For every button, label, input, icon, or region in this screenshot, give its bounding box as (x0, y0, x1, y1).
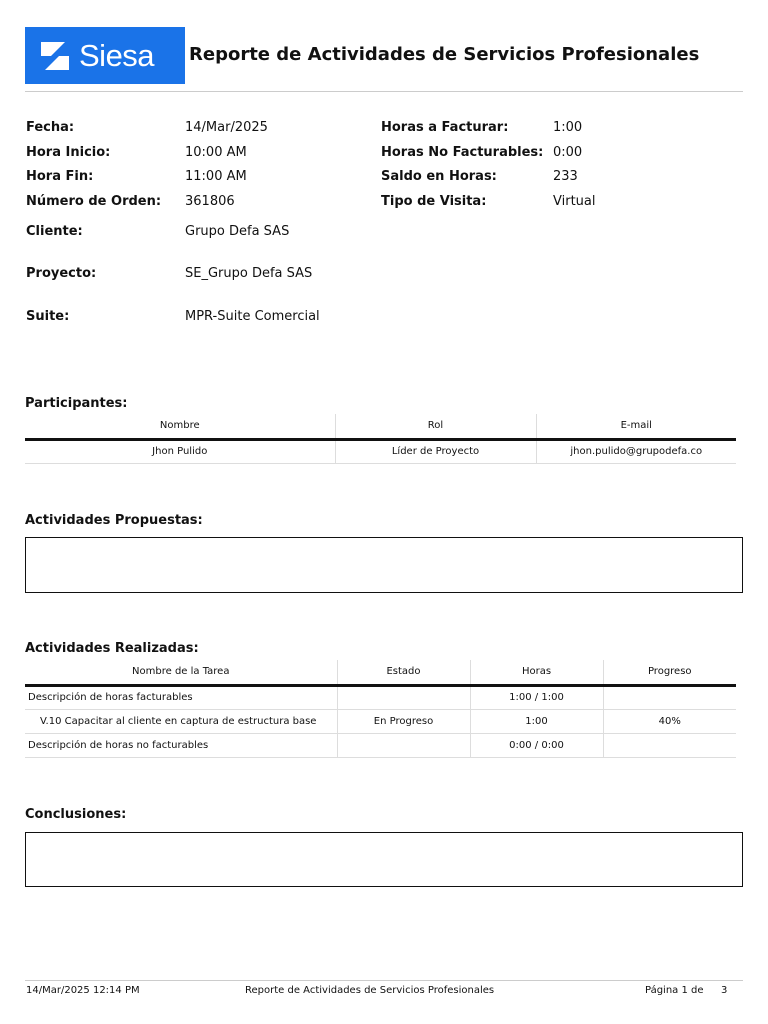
saldo-horas-value: 233 (553, 169, 578, 184)
column-header-nombre: Nombre (25, 414, 335, 439)
column-header-rol: Rol (335, 414, 536, 439)
participantes-title: Participantes: (25, 396, 128, 411)
tarea-estado (337, 733, 470, 757)
saldo-horas-label: Saldo en Horas: (381, 169, 497, 184)
table-row (25, 685, 736, 709)
column-header-progreso: Progreso (603, 660, 736, 685)
suite-value: MPR-Suite Comercial (185, 309, 320, 324)
table-header-row (25, 414, 736, 439)
tarea-progreso (603, 685, 736, 709)
table-header-row (25, 660, 736, 685)
tarea-progreso (603, 733, 736, 757)
tipo-visita-label: Tipo de Visita: (381, 194, 487, 209)
tipo-visita-value: Virtual (553, 194, 596, 209)
report-title: Reporte de Actividades de Servicios Profesionales (189, 44, 700, 65)
actividades-propuestas-box (25, 537, 743, 593)
footer-divider (25, 980, 743, 981)
table-row (25, 439, 736, 463)
horas-facturar-label: Horas a Facturar: (381, 120, 509, 135)
logo-text: Siesa (79, 37, 155, 73)
hora-inicio-value: 10:00 AM (185, 145, 247, 160)
actividades-realizadas-title: Actividades Realizadas: (25, 641, 199, 656)
column-header-horas: Horas (470, 660, 603, 685)
header-divider (25, 91, 743, 92)
participantes-table (25, 414, 736, 464)
column-header-email: E-mail (536, 414, 736, 439)
participante-nombre: Jhon Pulido (25, 439, 335, 463)
footer-page-label: Página 1 de (645, 985, 704, 996)
tarea-nombre: V.10 Capacitar al cliente en captura de estructura base (25, 709, 337, 733)
tarea-progreso: 40% (603, 709, 736, 733)
suite-label: Suite: (26, 309, 70, 324)
table-row (25, 733, 736, 757)
hora-inicio-label: Hora Inicio: (26, 145, 111, 160)
proyecto-value: SE_Grupo Defa SAS (185, 266, 313, 281)
tarea-horas: 1:00 / 1:00 (470, 685, 603, 709)
column-header-tarea: Nombre de la Tarea (25, 660, 337, 685)
siesa-logo (25, 27, 185, 84)
horas-no-facturables-value: 0:00 (553, 145, 583, 160)
tarea-nombre: Descripción de horas facturables (25, 685, 337, 709)
hora-fin-label: Hora Fin: (26, 169, 94, 184)
tarea-estado (337, 685, 470, 709)
table-row (25, 709, 736, 733)
cliente-label: Cliente: (26, 224, 83, 239)
tarea-horas: 1:00 (470, 709, 603, 733)
participante-rol: Líder de Proyecto (335, 439, 536, 463)
column-header-estado: Estado (337, 660, 470, 685)
tarea-horas: 0:00 / 0:00 (470, 733, 603, 757)
fecha-label: Fecha: (26, 120, 75, 135)
fecha-value: 14/Mar/2025 (185, 120, 268, 135)
numero-orden-value: 361806 (185, 194, 235, 209)
horas-facturar-value: 1:00 (553, 120, 583, 135)
numero-orden-label: Número de Orden: (26, 194, 162, 209)
actividades-propuestas-title: Actividades Propuestas: (25, 513, 203, 528)
cliente-value: Grupo Defa SAS (185, 224, 290, 239)
horas-no-facturables-label: Horas No Facturables: (381, 145, 544, 160)
tarea-estado: En Progreso (337, 709, 470, 733)
siesa-logo-icon (37, 38, 73, 74)
proyecto-label: Proyecto: (26, 266, 97, 281)
footer-title: Reporte de Actividades de Servicios Profesionales (245, 985, 495, 996)
participante-email[interactable]: jhon.pulido@grupodefa.co (536, 439, 736, 463)
tarea-nombre: Descripción de horas no facturables (25, 733, 337, 757)
conclusiones-title: Conclusiones: (25, 807, 127, 822)
conclusiones-box (25, 832, 743, 887)
actividades-realizadas-table (25, 660, 736, 758)
hora-fin-value: 11:00 AM (185, 169, 247, 184)
footer-page-total: 3 (721, 985, 728, 996)
footer-timestamp: 14/Mar/2025 12:14 PM (26, 985, 140, 996)
